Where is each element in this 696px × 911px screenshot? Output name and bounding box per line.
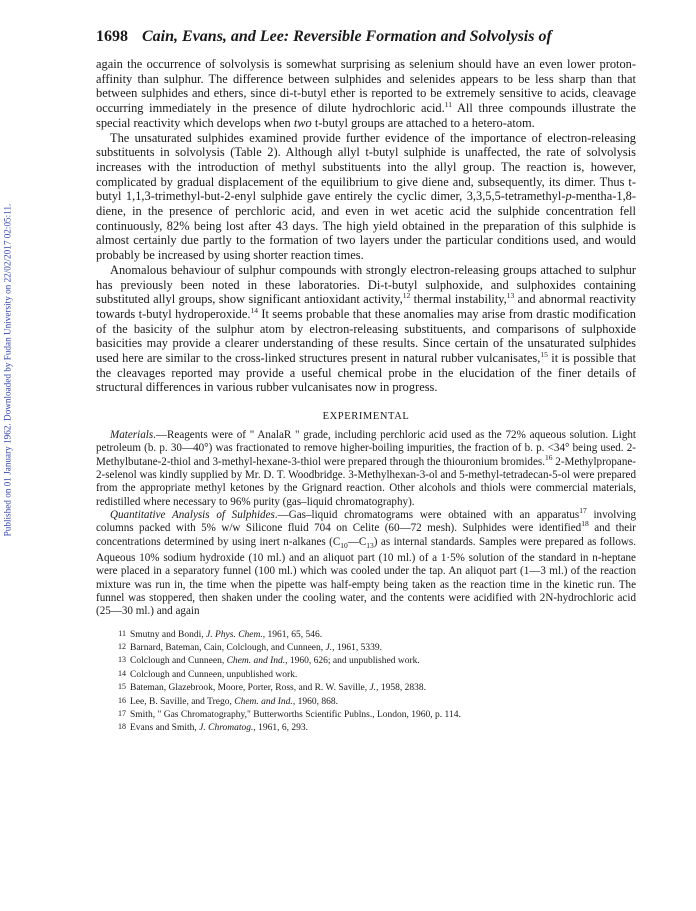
reference-item: 18 Evans and Smith, J. Chromatog., 1961, 6, 293.	[118, 722, 309, 734]
reference-item: 13 Colclough and Cunneen, Chem. and Ind., 1960, 626; and unpublished work.	[118, 655, 420, 667]
paragraph-selenides: again the occurrence of solvolysis is somewhat surprising as selenium should have an even lower proton-affinity than sulphur. The difference between sulphides and selenides appears to be less sharp than that between sulphides and ethers, since di-t-butyl ether is reported to be extremely sensitive to acids, cleavage occurring immediately in the presence of dilute hydrochloric acid.$^{11}$ All three compounds illustrate the special reactivity which develops when two t-butyl groups are attached to a hetero-atom.	[96, 57, 636, 130]
page-number: 1698	[96, 28, 128, 45]
reference-item: 12 Barnard, Bateman, Cain, Colclough, and Cunneen, J., 1961, 5339.	[118, 641, 382, 653]
citation-15: 15	[540, 350, 548, 360]
running-header	[96, 28, 636, 46]
citation-14: 14	[250, 305, 258, 315]
download-watermark	[0, 150, 14, 590]
running-title: Cain, Evans, and Lee: Reversible Formation and Solvolysis of	[142, 28, 552, 45]
reference-item: 16 Lee, B. Saville, and Trego, Chem. and Ind., 1960, 868.	[118, 695, 338, 707]
citation-11: 11	[444, 100, 452, 110]
reference-item: 17 Smith, " Gas Chromatography," Butterworths Scientific Publns., London, 1960, p. 114.	[118, 708, 461, 720]
paragraph-anomalous-behaviour: Anomalous behaviour of sulphur compounds with strongly electron-releasing groups attached to sulphur has previously been noted in these laboratories. Di-t-butyl sulphoxide, and sulphoxides containing substituted allyl groups, show significant antioxidant activity,$^{12}$ thermal instability,$^{13}$ and abnormal reactivity towards t-butyl hydroperoxide.$^{14}$ It seems probable that these anomalies may arise from drastic modification of the basicity of the sulphur atom by electron-releasing substituents, and comparisons of sulphoxide basicities may provide a clearer understanding of these results. Since certain of the unsaturated sulphides used here are similar to the cross-linked structures present in natural rubber vulcanisates,$^{15}$ it is possible that the cleavages reported may provide a useful chemical probe in the elucidation of the finer details of structural differences in various rubber vulcanisates now in progress.	[96, 262, 636, 395]
paragraph-quantitative-analysis: Quantitative Analysis of Sulphides.—Gas–liquid chromatograms were obtained with an apparatus$^{17}$ involving columns packed with 5% w/w Silicone fluid 704 on Celite (60—72 mesh). Sulphides were identified$^{18}$ and their concentrations determined by using inert n-alkanes $(C_{10}—C_{13})$ as internal standards. Samples were prepared as follows. Aqueous 10% sodium hydroxide (10 ml.) and an aliquot part (10 ml.) of a 1·5% solution of the standard in n-heptane were placed in a separatory funnel (100 ml.) which was cooled under the tap. An aliquot part (1—3 ml.) of the reaction mixture was run in, the time when the pipette was half-empty being taken as the reaction time in the kinetic run. The funnel was stoppered, then shaken under the cooling water, and the contents were acidified with 2N-hydrochloric acid (25—30 ml.) and again	[96, 505, 636, 618]
citation-12: 12	[402, 291, 411, 301]
section-heading-experimental: EXPERIMENTAL	[322, 411, 410, 423]
download-watermark-text: Published on 01 January 1962. Downloaded by Fudan University on 22/02/2017 02:05:11.	[2, 203, 12, 537]
subsection-heading-materials: Materials	[110, 429, 154, 442]
citation-17: 17	[579, 505, 587, 515]
reference-item: 14 Colclough and Cunneen, unpublished work.	[118, 668, 298, 680]
paragraph-materials: Materials.—Reagents were of " AnalaR " grade, including perchloric acid used as the 72% aqueous solution. Light petroleum (b. p. 30—40°) was fractionated to remove higher-boiling impurities, the fraction of b. p. <34° being used. 2-Methylbutane-2-thiol and 3-methyl-hexane-3-thiol were prepared through the thiouronium bromides.$^{16}$ 2-Methylpropane-2-selenol was kindly supplied by Mr. D. T. Woodbridge. 3-Methylhexan-3-ol and 5-methyl-tetradecan-5-ol were prepared from the appropriate methyl ketones by the Grignard reaction. Other alcohols and thiols were commercial materials, redistilled where necessary to 96% purity (gas–liquid chromatography).	[96, 429, 636, 508]
citation-13: 13	[506, 291, 515, 301]
citation-16: 16	[544, 452, 553, 462]
footnote-references	[96, 628, 636, 735]
citation-18: 18	[581, 519, 589, 529]
paragraph-unsaturated-sulphides: The unsaturated sulphides examined provide further evidence of the importance of electron-releasing substituents in solvolysis (Table 2). Although allyl t-butyl sulphide is unaffected, the rate of solvolysis increases with the introduction of methyl substituents into the allyl group. The reaction is, however, complicated by gradual displacement of the equilibrium to give diene and, subsequently, its dimer. Thus t-butyl 1,1,3-trimethyl-but-2-enyl sulphide gave entirely the cyclic dimer, 3,3,5,5-tetramethyl-p-mentha-1,8-diene, in the presence of perchloric acid, and even in wet acetic acid the sulphide concentration fell continuously, 82% being lost after 43 days. The high yield obtained in the preparation of this sulphide is almost certainly due partly to the formation of two layers under the particular conditions used, and would probably be increased by using shorter reaction times.	[96, 130, 636, 263]
reference-item: 15 Bateman, Glazebrook, Moore, Porter, Ross, and R. W. Saville, J., 1958, 2838.	[118, 682, 426, 694]
subsection-heading-quantitative: Quantitative Analysis of Sulphides	[110, 508, 275, 521]
reference-item: 11 Smutny and Bondi, J. Phys. Chem., 1961, 65, 546.	[118, 628, 323, 640]
journal-page	[96, 28, 636, 735]
